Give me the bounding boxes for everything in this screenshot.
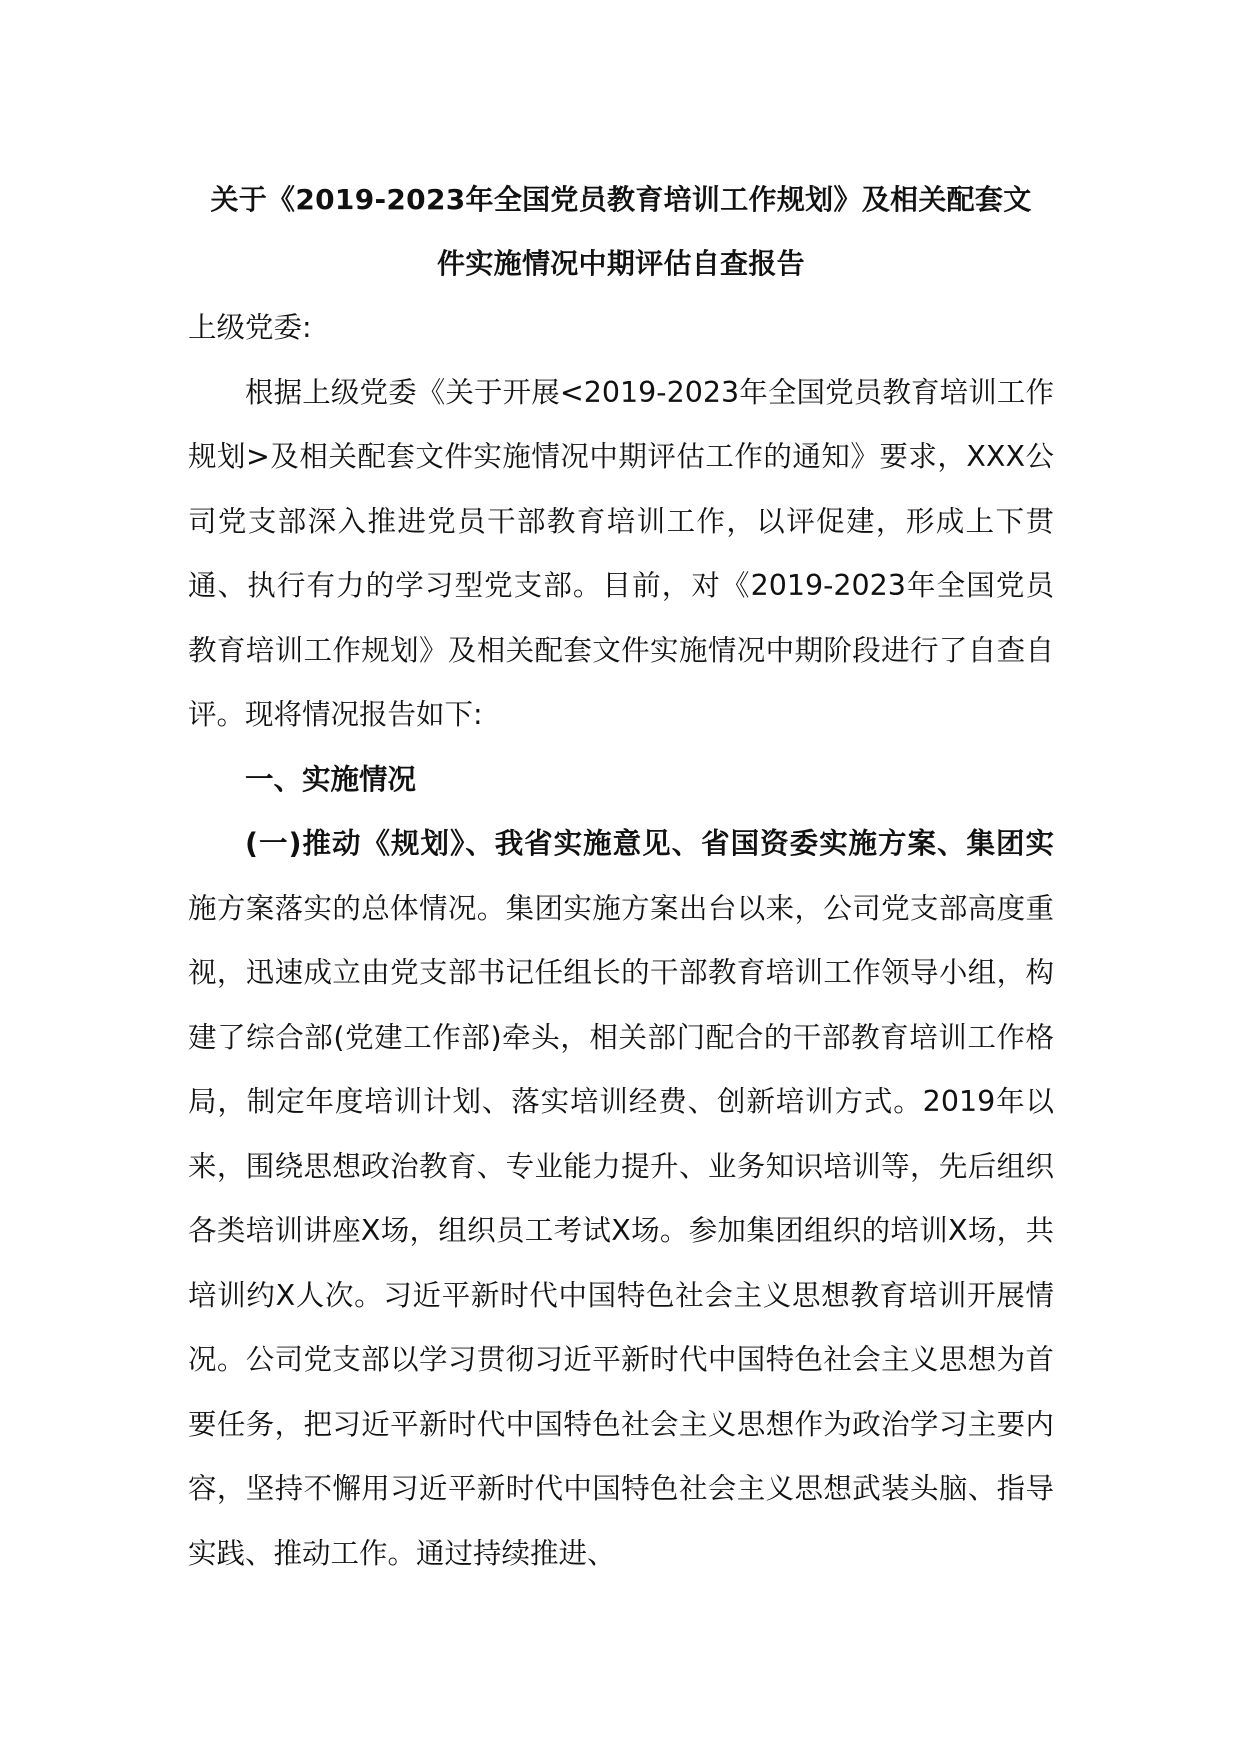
- subsection-body: 施方案落实的总体情况。集团实施方案出台以来，公司党支部高度重视，迅速成立由党支部书记任组长的干部教育培训工作领导小组，构建了综合部(党建工作部)牵头，相关部门配合的干部教育培训工作格局，制定年度培训计划、落实培训经费、创新培训方式。2019年以来，围绕思想政治教育、专业能力提升、业务知识培训等，先后组织各类培训讲座X场，组织员工考试X场。参加集团组织的培训X场，共培训约X人次。习近平新时代中国特色社会主义思想教育培训开展情况。公司党支部以学习贯彻习近平新时代中国特色社会主义思想为首要任务，把习近平新时代中国特色社会主义思想作为政治学习主要内容，坚持不懈用习近平新时代中国特色社会主义思想武装头脑、指导实践、推动工作。通过持续推进、: [188, 891, 1054, 1570]
- title-line-2: 件实施情况中期评估自查报告: [437, 247, 805, 280]
- intro-paragraph: 根据上级党委《关于开展<2019-2023年全国党员教育培训工作规划>及相关配套文件实施情况中期评估工作的通知》要求，XXX公司党支部深入推进党员干部教育培训工作，以评促建，形成上下贯通、执行有力的学习型党支部。目前，对《2019-2023年全国党员教育培训工作规划》及相关配套文件实施情况中期阶段进行了自查自评。现将情况报告如下:: [188, 375, 1054, 731]
- subsection-heading: (一)推动《规划》、我省实施意见、省国资委实施方案、集团实: [245, 827, 1054, 860]
- salutation: 上级党委:: [188, 311, 312, 344]
- title-line-1: 关于《2019-2023年全国党员教育培训工作规划》及相关配套文: [210, 183, 1032, 216]
- section-heading-implementation: 一、实施情况: [245, 762, 417, 796]
- document-title: [188, 168, 1054, 296]
- subsection-paragraph: [188, 812, 1054, 1586]
- document-body: [188, 168, 1054, 1586]
